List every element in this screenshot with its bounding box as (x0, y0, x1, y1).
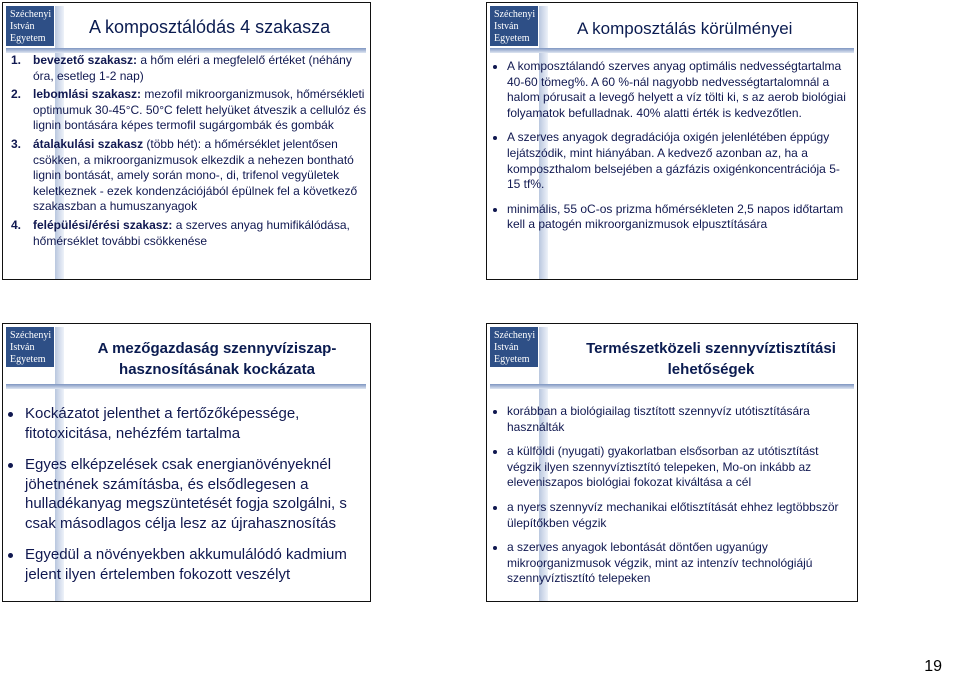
stage-item: 2. lebomlási szakasz: mezofil mikroorganizmusok, hőmérsékleti optimumuk 30-45°C. 50°C felett helyüket átveszik a cellulóz és lignin bontására képes termofil sugárgombák és gombák (11, 87, 367, 133)
page-number: 19 (924, 658, 942, 675)
university-logo: Széchenyi István Egyetem (490, 6, 538, 46)
slide-1 (2, 2, 371, 280)
list-item: a külföldi (nyugati) gyakorlatban elsősorban az utótisztítást végzik ilyen szennyvíztisztító telepeken, Mo-on inkább az eleveniszapos biológiai fokozat kiváltása a cél (493, 444, 849, 491)
list-item: A szerves anyagok degradációja oxigén jelenlétében éppúgy lejátszódik, mint hiányában. A kedvező azonban az, ha a komposzthalom belsejében a gázfázis oxigénkoncentrációja 5-15 tf%. (493, 130, 849, 192)
university-logo: Széchenyi István Egyetem (6, 6, 54, 46)
slide-title: A mezőgazdaság szennyvíziszap- hasznosításának kockázata (97, 340, 337, 378)
decorative-line (490, 384, 854, 389)
slide-2 (486, 2, 858, 280)
stage-list (11, 53, 367, 252)
slide-4 (486, 323, 858, 602)
decorative-line (6, 384, 366, 389)
decorative-line (490, 48, 854, 53)
list-item: Egyes elképzelések csak energianövényeknél jöhetnének számításba, és elsődlegesen a hulladékanyag megszüntetését fogja szolgálni, s csak másodlagos célja lesz az újrahasznosítás (7, 455, 365, 533)
list-item: a nyers szennyvíz mechanikai előtisztítását ehhez legtöbbször ülepítőkben végzik (493, 500, 849, 531)
slide-title: A komposztálódás 4 szakasza (89, 17, 331, 37)
list-item: a szerves anyagok lebontását döntően ugyanúgy mikroorganizmusok végzik, mint az intenzív technológiájú szennyvíztisztító telepeken (493, 540, 849, 587)
slide-3 (2, 323, 371, 602)
slide-title: A komposztálás körülményei (577, 19, 793, 38)
stage-item: 4. felépülési/érési szakasz: a szerves anyag humifikálódása, hőmérséklet további csökkenése (11, 217, 350, 248)
list-item: minimális, 55 oC-os prizma hőmérsékleten 2,5 napos időtartam kell a patogén mikroorganizmusok elpusztítására (493, 202, 849, 233)
stage-item: 3. átalakulási szakasz (több hét): a hőmérséklet jelentősen csökken, a mikroorganizmusok elkezdik a nehezen bontható lignin bontását, amely során mono-, di, trifenol vegyületek keletkeznek - ezek kondenzációjából épülnek fel a következő szakaszban a humuszanyagok (11, 136, 358, 214)
list-item: korábban a biológiailag tisztított szennyvíz utótisztítására használták (493, 404, 849, 435)
list-item: Kockázatot jelenthet a fertőzőképessége, fitotoxicitása, nehézfém tartalma (7, 404, 365, 443)
conditions-list (493, 59, 849, 242)
university-logo: Széchenyi István Egyetem (6, 327, 54, 367)
list-item: A komposztálandó szerves anyag optimális nedvességtartalma 40-60 tömeg%. A 60 %-nál nagyobb nedvességtartalomnál a halom pórusait a levegő helyett a víz tölti ki, s az aerob biológiai folyamatok befulladnak. 40% alatti érték is kedvezőtlen. (493, 59, 849, 121)
risk-list (7, 404, 365, 596)
list-item: Egyedül a növényekben akkumulálódó kadmium jelent ilyen értelemben fokozott veszélyt (7, 545, 365, 584)
method-list (493, 404, 849, 596)
stage-item: 1. bevezető szakasz: a hőm eléri a megfelelő értéket (néhány óra, esetleg 1-2 nap) (11, 53, 352, 83)
university-logo: Széchenyi István Egyetem (490, 327, 538, 367)
slide-title: Természetközeli szennyvíztisztítási lehetőségek (586, 340, 836, 378)
